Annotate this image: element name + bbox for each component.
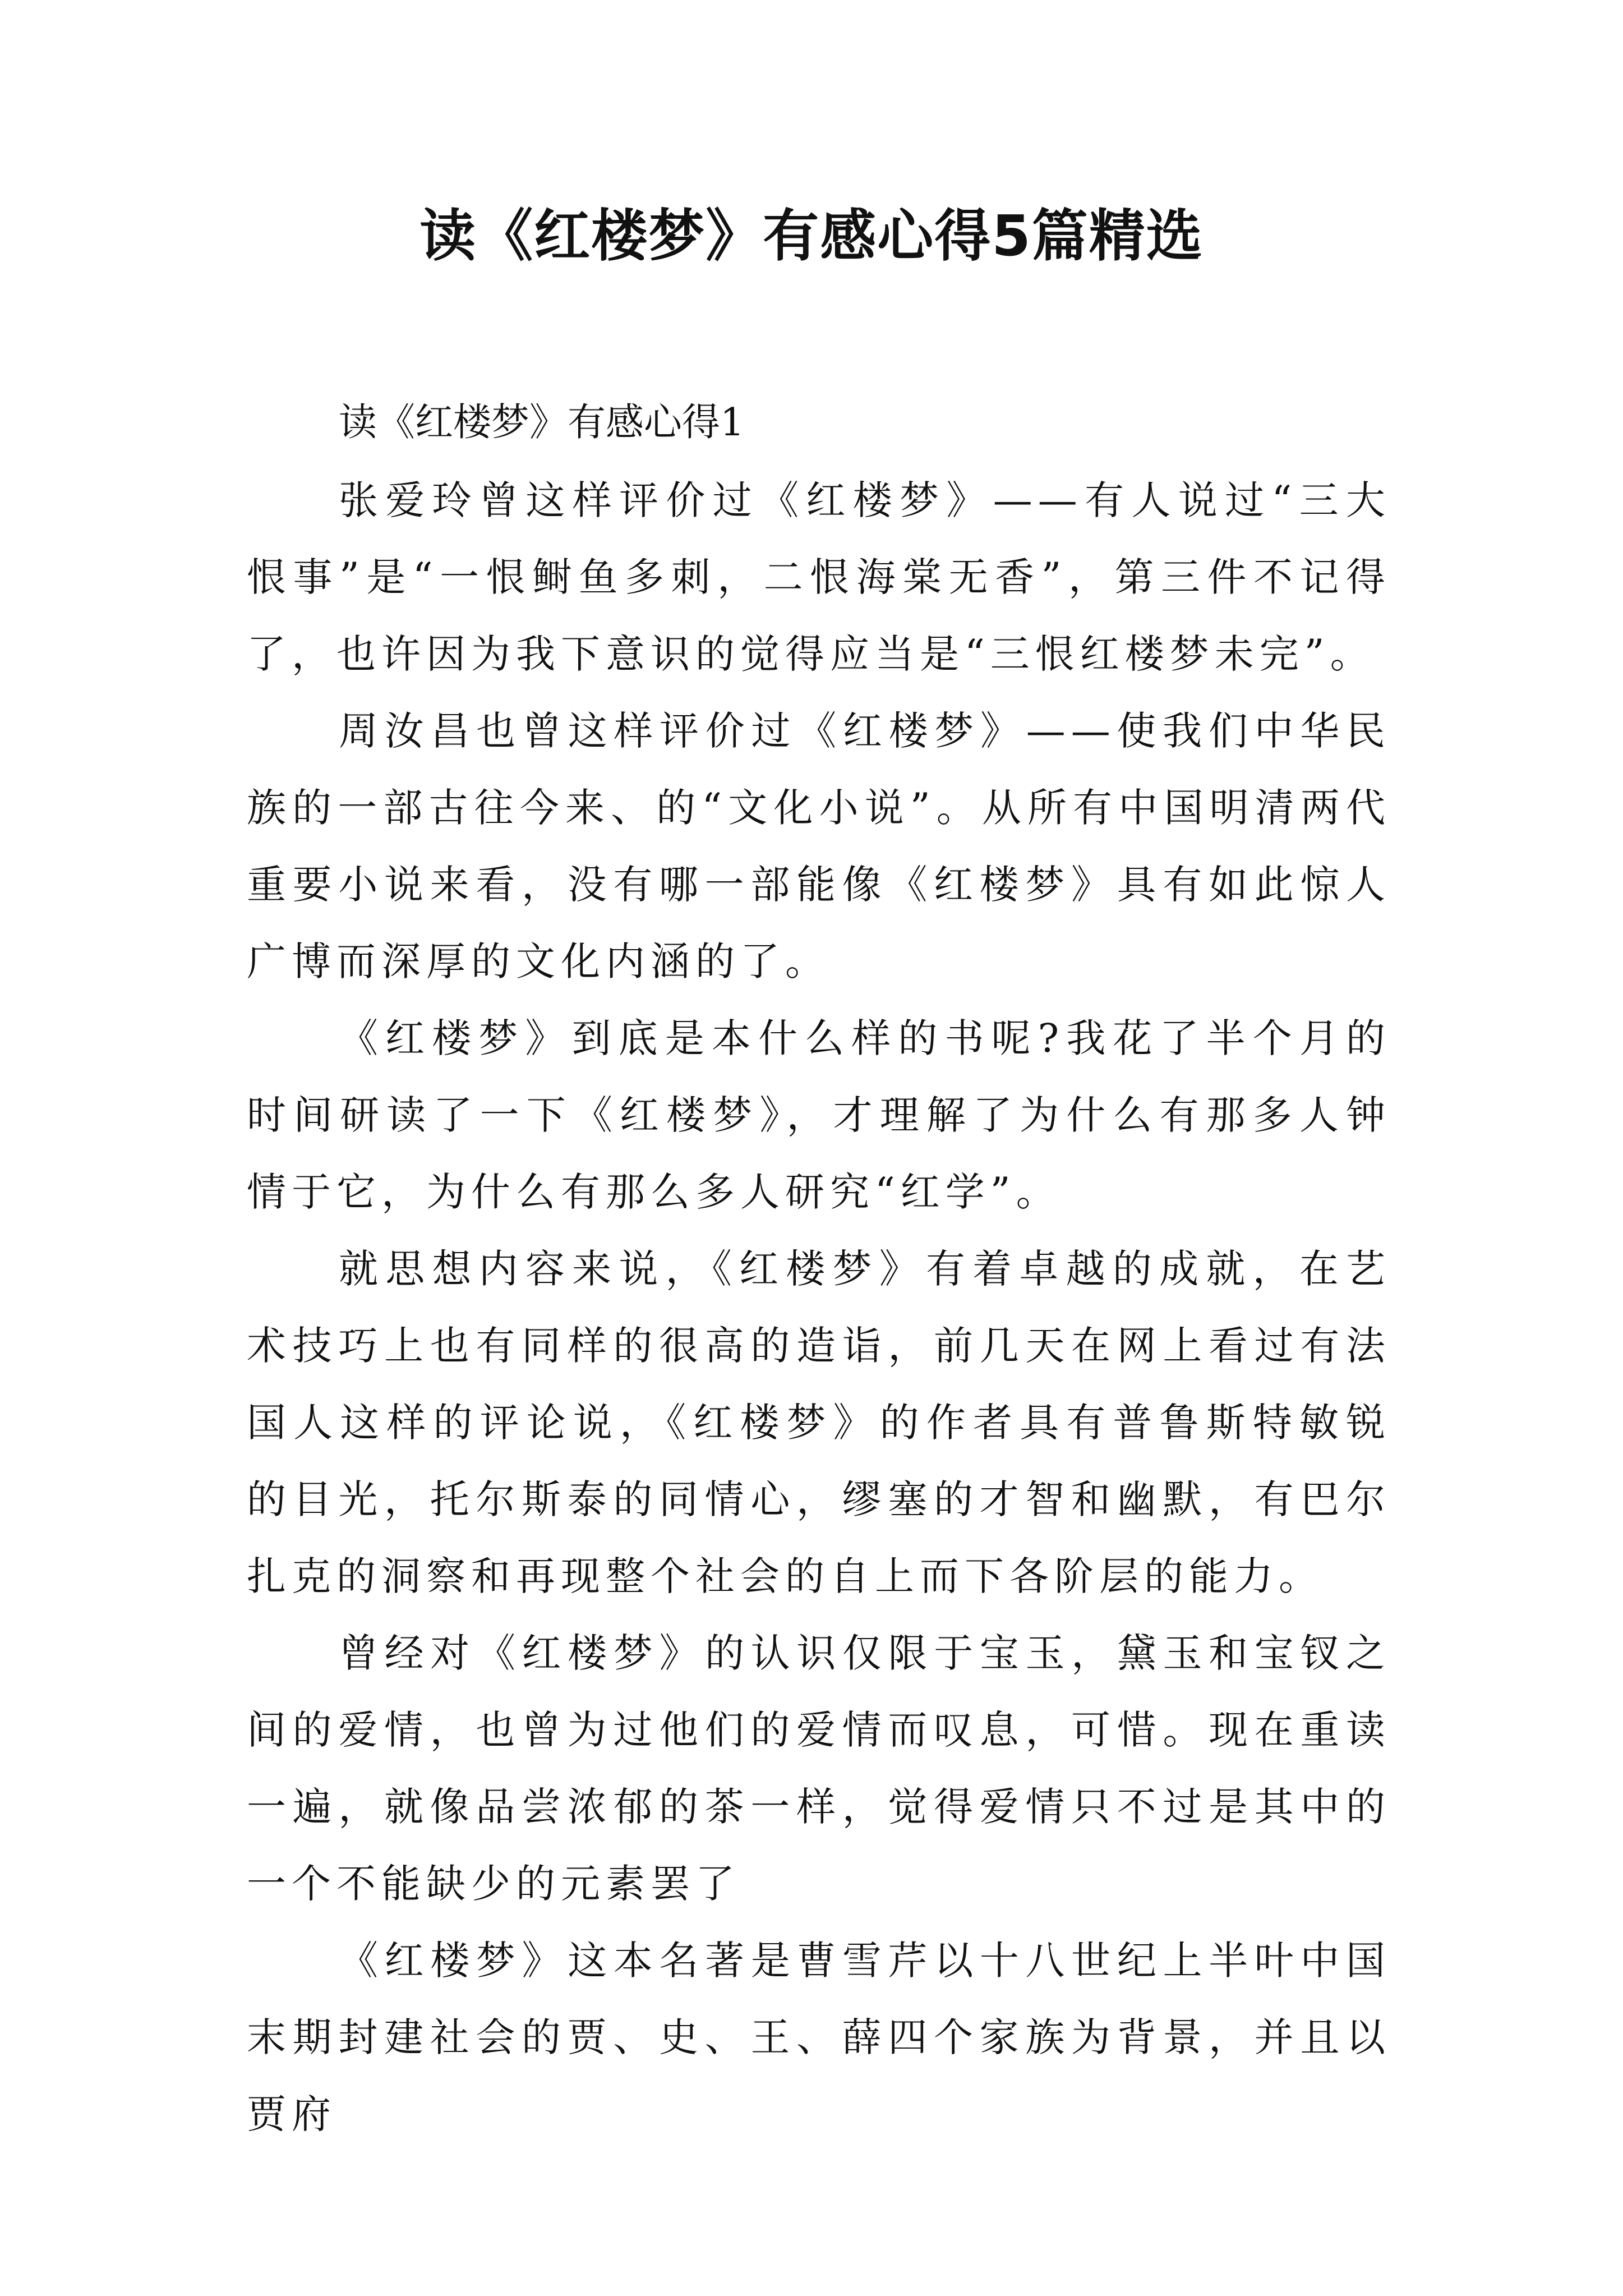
document-body bbox=[247, 384, 1391, 2153]
paragraph-5: 曾经对《红楼梦》的认识仅限于宝玉，黛玉和宝钗之间的爱情，也曾为过他们的爱情而叹息，可惜。现在重读一遍，就像品尝浓郁的茶一样，觉得爱情只不过是其中的一个不能缺少的元素罢了 bbox=[247, 1630, 1391, 1907]
paragraph-1: 张爱玲曾这样评价过《红楼梦》——有人说过“三大恨事”是“一恨鲥鱼多刺，二恨海棠无香”，第三件不记得了，也许因为我下意识的觉得应当是“三恨红楼梦未完”。 bbox=[247, 477, 1391, 677]
paragraph-6: 《红楼梦》这本名著是曹雪芹以十八世纪上半叶中国末期封建社会的贾、史、王、薛四个家族为背景，并且以贾府 bbox=[247, 1938, 1391, 2137]
paragraph-3: 《红楼梦》到底是本什么样的书呢?我花了半个月的时间研读了一下《红楼梦》，才理解了为什么有那多人钟情于它，为什么有那么多人研究“红学”。 bbox=[247, 1015, 1391, 1215]
section-heading: 读《红楼梦》有感心得1 bbox=[339, 401, 745, 445]
paragraph-2: 周汝昌也曾这样评价过《红楼梦》——使我们中华民族的一部古往今来、的“文化小说”。从所有中国明清两代重要小说来看，没有哪一部能像《红楼梦》具有如此惊人广博而深厚的文化内涵的了。 bbox=[247, 708, 1391, 984]
paragraph-4: 就思想内容来说，《红楼梦》有着卓越的成就，在艺术技巧上也有同样的很高的造诣，前几天在网上看过有法国人这样的评论说，《红楼梦》的作者具有普鲁斯特敏锐的目光，托尔斯泰的同情心，缪塞的才智和幽默，有巴尔扎克的洞察和再现整个社会的自上而下各阶层的能力。 bbox=[247, 1246, 1391, 1599]
document-title: 读《红楼梦》有感心得5篇精选 bbox=[419, 203, 1204, 269]
